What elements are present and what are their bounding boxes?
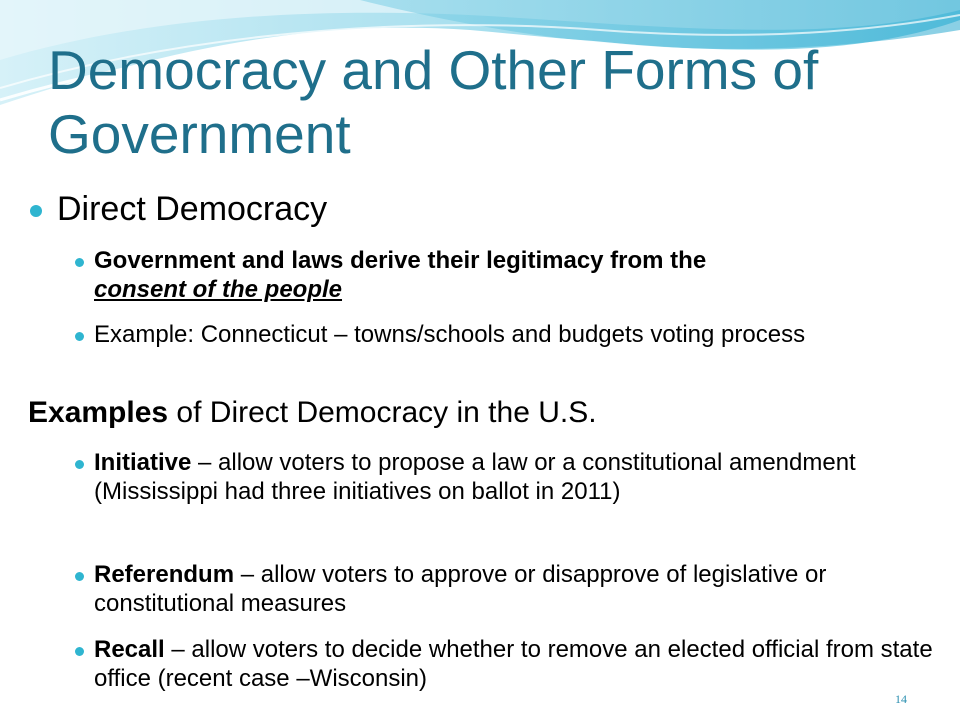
direct-democracy-heading: Direct Democracy [57,190,328,228]
examples-heading: Examples of Direct Democracy in the U.S. [28,396,597,429]
bullet-legitimacy: Government and laws derive their legitimacy from the consent of the people [94,247,707,303]
slide-title: Democracy and Other Forms of Government [48,39,819,165]
bullet-recall: Recall – allow voters to decide whether to remove an elected official from state office (recent case –Wisconsin) [94,636,933,692]
bullet-dot-icon [75,332,84,341]
bullet-initiative: Initiative – allow voters to propose a law or a constitutional amendment (Mississippi had three initiatives on ballot in 2011) [94,449,856,505]
bullet-dot-icon [75,258,84,267]
slide-number: 14 [895,692,907,706]
bullet-dot-icon [75,460,84,469]
bullet-connecticut-example: Example: Connecticut – towns/schools and budgets voting process [94,321,806,348]
bullet-referendum: Referendum – allow voters to approve or disapprove of legislative or constitutional measures [94,561,827,617]
bullet-dot-icon [75,647,84,656]
bullet-dot-icon [30,205,42,217]
bullet-dot-icon [75,572,84,581]
